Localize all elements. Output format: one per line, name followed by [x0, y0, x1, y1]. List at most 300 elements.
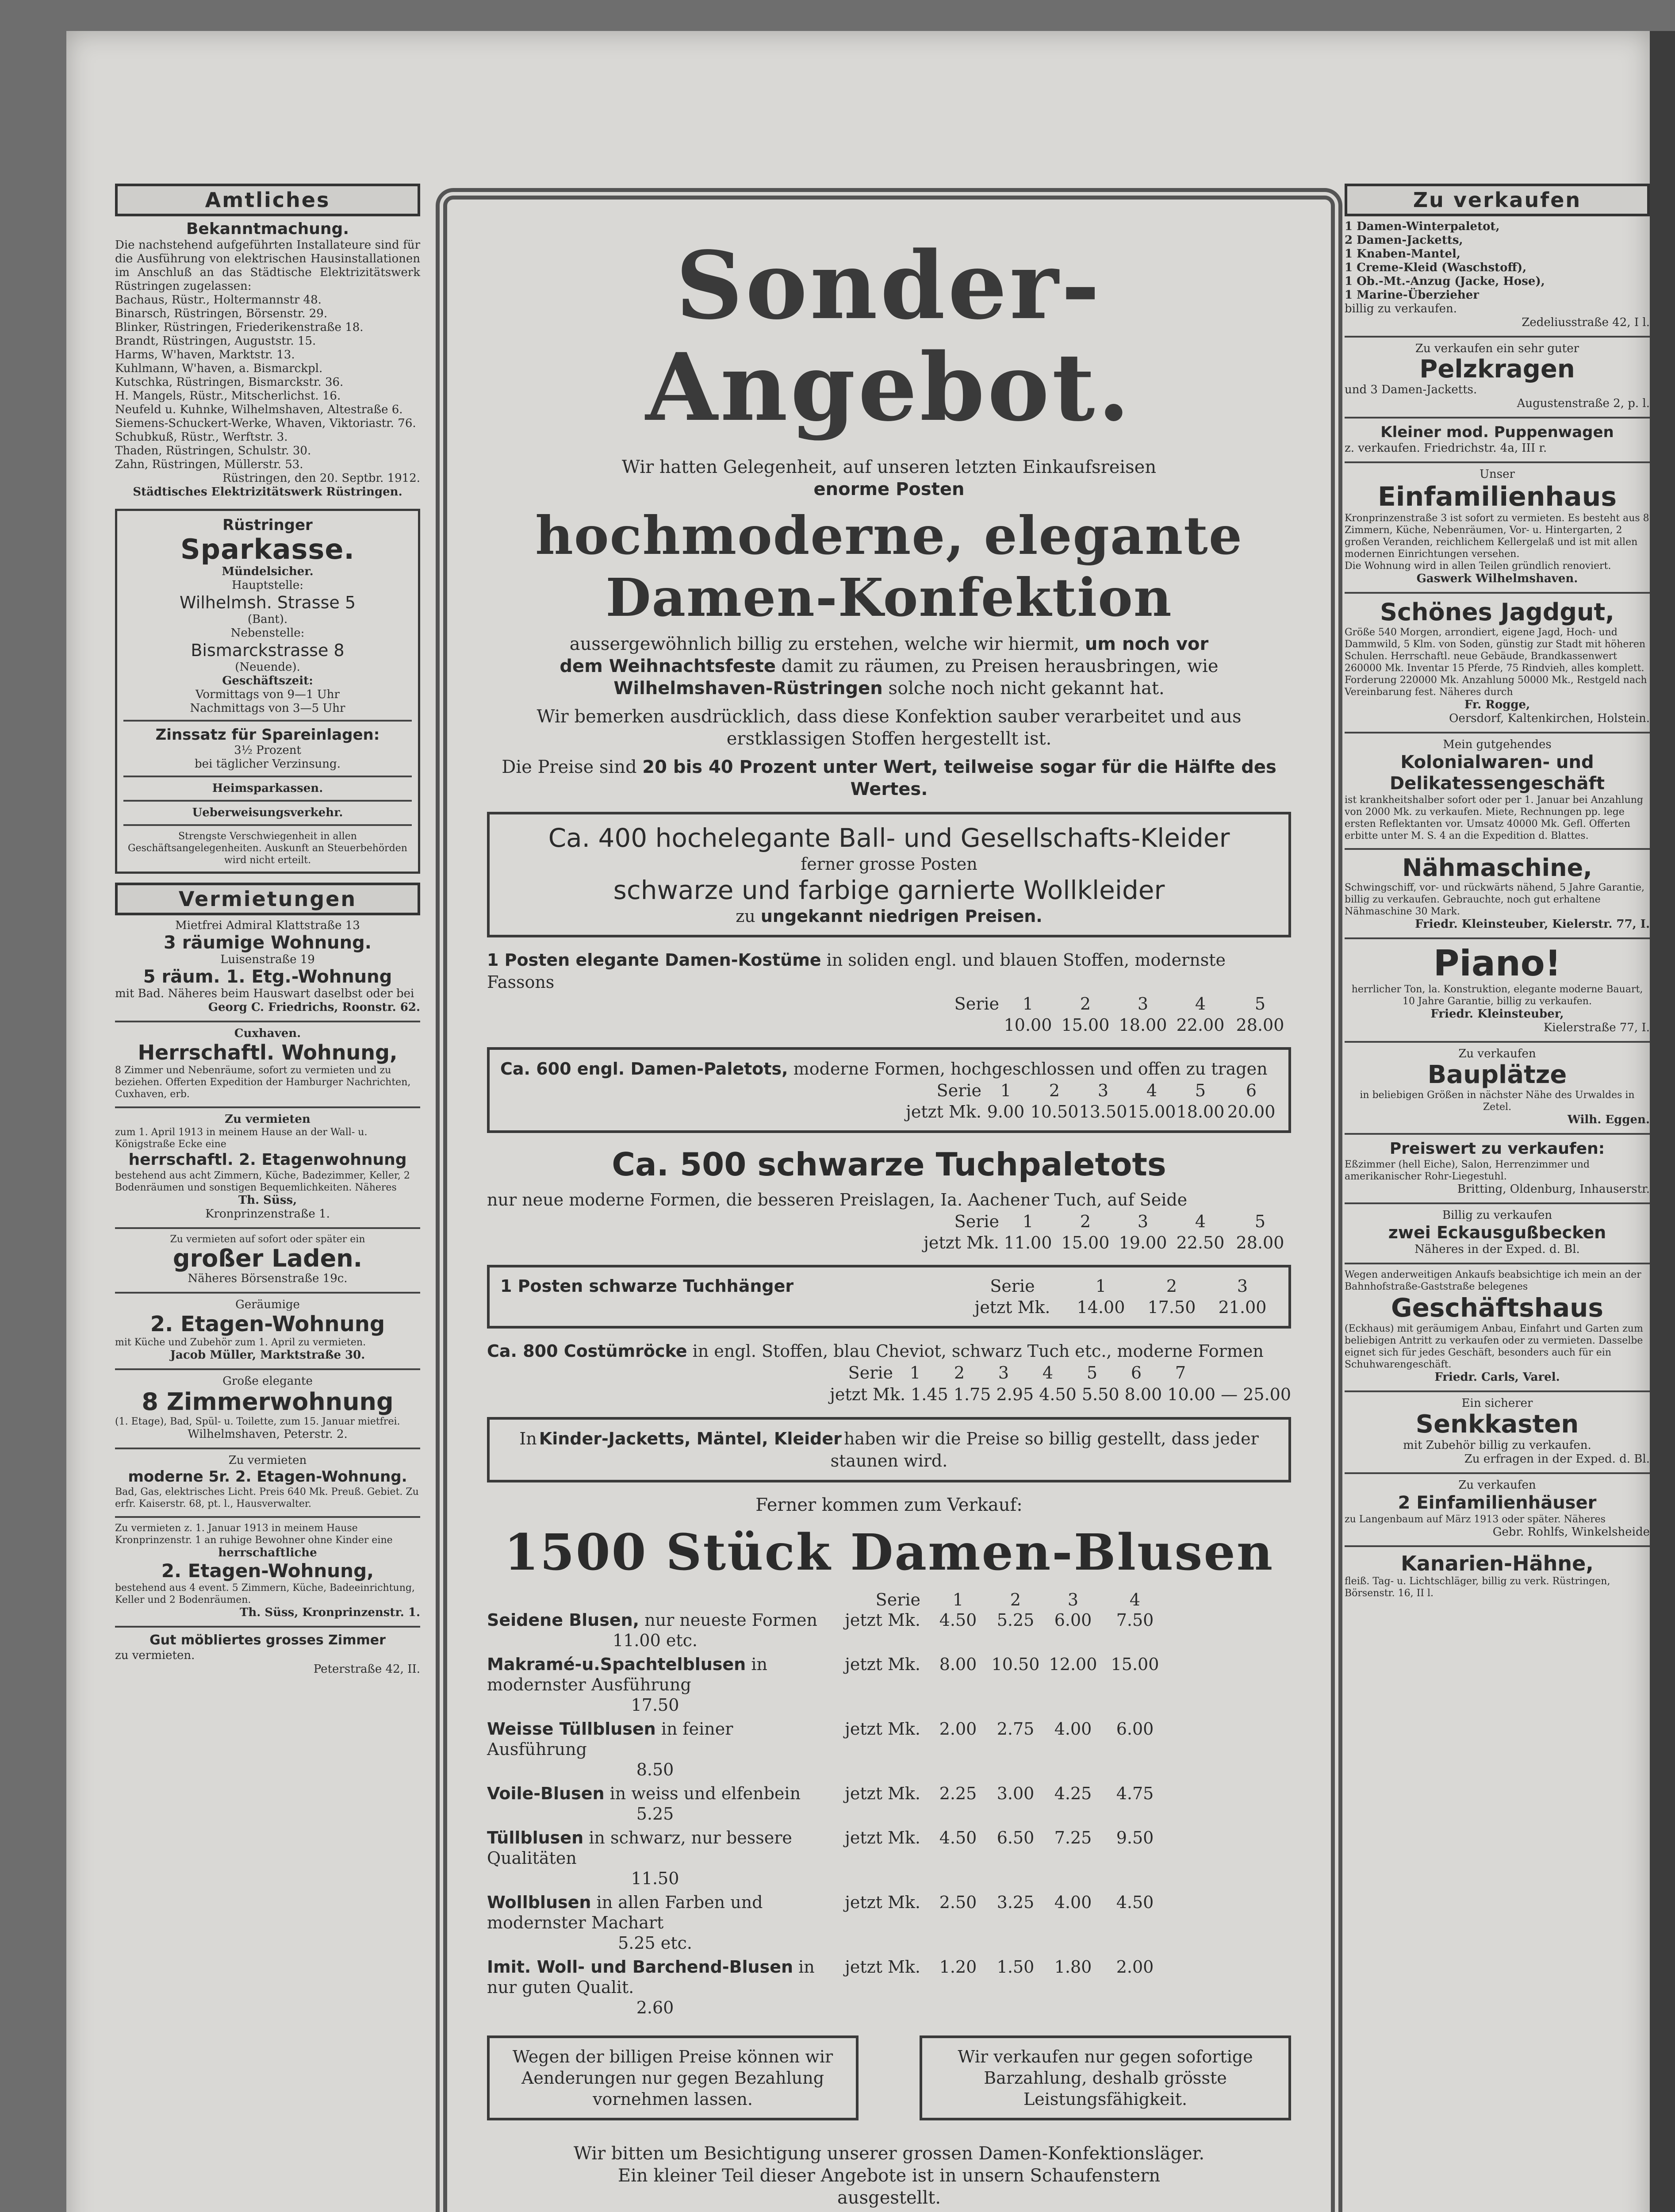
listing-line: bestehend aus acht Zimmern, Küche, Badezimmer, Keller, 2 Bodenräumen und sonstigen Bequemlichkeiten. Näheres	[115, 1170, 410, 1193]
listing-line: Jacob Müller, Marktstraße 30.	[170, 1348, 365, 1362]
blusen-name: Wollblusen	[487, 1893, 591, 1912]
listing-line: 1 Knaben-Mantel,	[1345, 247, 1460, 261]
blusen-price: 4.75	[1116, 1784, 1154, 1803]
blusen-price: 1.80	[1054, 1957, 1092, 1977]
cell: 10.50	[1030, 1102, 1079, 1121]
listing-line: und 3 Damen-Jacketts.	[1345, 383, 1477, 396]
cell: 13.50	[1079, 1102, 1127, 1121]
box-text: Kinder-Jacketts, Mäntel, Kleider	[539, 1429, 842, 1448]
listing	[1345, 598, 1650, 726]
listing-line: (1. Etage), Bad, Spül- u. Toilette, zum 15. Januar mietfrei.	[115, 1416, 400, 1427]
blusen-name: Voile-Blusen	[487, 1784, 605, 1803]
listing	[1345, 1551, 1650, 1599]
jetzt-label: jetzt Mk.	[845, 1610, 920, 1630]
cell: 1	[1022, 1212, 1034, 1231]
ad-text-4: Wir bemerken ausdrücklich, dass diese Konfektion sauber verarbeitet und aus erstklassigen Stoffen hergestellt ist.	[537, 707, 1242, 749]
listing-line: Zu vermieten auf sofort oder später ein	[170, 1234, 365, 1245]
blusen-price: 9.50	[1116, 1828, 1154, 1847]
cell: jetzt Mk.	[974, 1298, 1050, 1317]
listing	[115, 1454, 420, 1510]
cell: 4	[1042, 1363, 1054, 1382]
page-edge	[1650, 31, 1675, 2212]
listing-line: Friedr. Carls, Varel.	[1434, 1371, 1560, 1384]
listing	[1345, 1397, 1650, 1466]
cell: 11.00	[1004, 1233, 1052, 1252]
list-item: Bachaus, Rüstr., Holtermannstr 48.	[115, 293, 322, 307]
listing-title: großer Laden.	[172, 1244, 363, 1272]
listing-line: zu vermieten.	[115, 1649, 195, 1662]
cell: 15.00	[1061, 1015, 1110, 1035]
sparkasse-l10: Geschäftszeit:	[222, 674, 313, 687]
sparkasse-l12: Nachmittags von 3—5 Uhr	[190, 702, 345, 715]
listing-title: Herrschaftl. Wohnung,	[138, 1041, 398, 1064]
sparkasse-ad	[115, 509, 420, 874]
ad-text-part: damit zu räumen, zu Preisen herausbringen, wie	[781, 656, 1219, 676]
listing-line: Billig zu verkaufen	[1442, 1209, 1552, 1222]
blusen-row	[487, 1957, 1291, 2018]
cell: 21.00	[1218, 1298, 1267, 1317]
ball-kleider-box	[487, 812, 1291, 937]
listing-title: Einfamilienhaus	[1377, 481, 1617, 512]
listing-line: Cuxhaven.	[234, 1027, 301, 1040]
cell: 2	[1010, 1590, 1021, 1609]
offer-name: 1 Posten elegante Damen-Kostüme	[487, 950, 821, 970]
listing-title: Gut möbliertes grosses Zimmer	[149, 1632, 386, 1648]
blusen-price: 11.00 etc.	[613, 1631, 698, 1650]
blusen-price: 3.25	[997, 1893, 1035, 1912]
listing-line: fleiß. Tag- u. Lichtschläger, billig zu verk. Rüstringen, Börsenstr. 16, II l.	[1345, 1576, 1610, 1599]
listing	[115, 1375, 420, 1441]
sparkasse-l13: Zinssatz für Spareinlagen:	[155, 726, 380, 744]
ad-text-5	[487, 756, 1291, 800]
listing-line: Unser	[1480, 468, 1515, 481]
cell: 19.00	[1119, 1233, 1167, 1252]
listing-line: Große elegante	[222, 1375, 313, 1388]
kinder-box	[487, 1417, 1291, 1482]
cell: 22.00	[1176, 1015, 1225, 1035]
listing-title: 3 räumige Wohnung.	[164, 933, 372, 953]
listing-line: herrlicher Ton, la. Konstruktion, elegante moderne Bauart, 10 Jahre Garantie, billig zu verkaufen.	[1351, 984, 1643, 1007]
sparkasse-l3: Mündelsicher.	[222, 565, 314, 578]
listing-line: ist krankheitshalber sofort oder per 1. Januar bei Anzahlung von 2000 Mk. zu verkaufen. Miete, Rechnungen pp. lege ersten Reflektanten vor. Umsatz 40000 Mk. Gefl. Offerten erbitte unter M. S. 4 an die Expedition d. Blattes.	[1345, 795, 1644, 841]
box-line: Ca. 400 hochelegante Ball- und Gesellschafts-Kleider	[548, 823, 1230, 853]
ad-text-part: um noch vor	[1085, 634, 1209, 654]
blusen-desc: in modernster Ausführung	[487, 1655, 767, 1694]
sparkasse-l15: bei täglicher Verzinsung.	[195, 757, 341, 771]
jetzt-label: jetzt Mk.	[845, 1957, 920, 1977]
cell: 18.00	[1119, 1015, 1167, 1035]
cell: 7	[1175, 1363, 1186, 1382]
blusen-row	[487, 1654, 1291, 1715]
blusen-price: 2.00	[939, 1719, 977, 1739]
kostueme-serie-row	[487, 993, 1291, 1014]
listing-line: 2 Damen-Jacketts,	[1345, 234, 1463, 247]
sparkasse-title: Sparkasse.	[180, 533, 355, 565]
roecke-serie-row	[487, 1362, 1291, 1383]
listing-line: Zu verkaufen	[1458, 1047, 1536, 1060]
blusen-name: Tüllblusen	[487, 1828, 584, 1847]
listing	[1345, 342, 1650, 411]
cell: 5	[1086, 1363, 1098, 1382]
list-item: Siemens-Schuckert-Werke, Whaven, Viktoriastr. 76.	[115, 417, 416, 430]
listing-line: Zu vermieten	[228, 1454, 307, 1467]
sparkasse-l4: Hauptstelle:	[232, 579, 303, 592]
cell: Serie	[936, 1081, 981, 1100]
listing-line: Gebr. Rohlfs, Winkelsheide	[1492, 1525, 1650, 1539]
cell: 17.50	[1147, 1298, 1196, 1317]
leffers-advertisement	[436, 188, 1342, 2212]
offer-name: 1 Posten schwarze Tuchhänger	[500, 1276, 794, 1296]
listing-line: 1 Damen-Winterpaletot,	[1345, 220, 1500, 233]
cell: 22.50	[1176, 1233, 1225, 1252]
blusen-price: 12.00	[1049, 1655, 1097, 1674]
cell: 5	[1254, 1212, 1266, 1231]
list-item: Schubkuß, Rüstr., Werftstr. 3.	[115, 430, 288, 444]
offer-desc: moderne Formen, hochgeschlossen und offen zu tragen	[793, 1059, 1268, 1079]
cell: 10.00	[1004, 1015, 1052, 1035]
listing-line: Mein gutgehendes	[1443, 738, 1552, 751]
sparkasse-l9: (Neuende).	[235, 661, 300, 674]
box-line: ferner grosse Posten	[801, 854, 977, 874]
blusen-name-cell	[487, 1828, 823, 1868]
ferner-line: Ferner kommen zum Verkauf:	[755, 1495, 1023, 1515]
ad-headline: hochmoderne, elegante Damen-Konfektion	[535, 505, 1243, 628]
blusen-desc: in schwarz, nur bessere Qualitäten	[487, 1828, 792, 1868]
cell: 2	[954, 1363, 965, 1382]
blusen-price: 6.00	[1054, 1610, 1092, 1630]
listing	[1345, 1269, 1650, 1384]
blusen-headline: 1500 Stück Damen-Blusen	[504, 1524, 1274, 1582]
listing-line: mit Küche und Zubehör zum 1. April zu vermieten.	[115, 1337, 366, 1348]
listing-title: 2. Etagen-Wohnung	[150, 1312, 385, 1336]
listing-line: Luisenstraße 19	[220, 953, 315, 966]
blusen-name: Seidene Blusen,	[487, 1610, 640, 1630]
listing-line: Friedr. Kleinsteuber,	[1430, 1007, 1564, 1021]
blusen-row	[487, 1828, 1291, 1889]
listing-line: Th. Süss, Kronprinzenstr. 1.	[239, 1606, 420, 1619]
listing-line: Zu vermieten	[225, 1113, 310, 1126]
jetzt-label: jetzt Mk.	[845, 1828, 920, 1847]
closing-text: Wir bitten um Besichtigung unserer grossen Damen-Konfektionsläger. Ein kleiner Teil dieser Angebote ist in unsern Schaufenstern ausgestellt.	[573, 2143, 1205, 2208]
listing-line: Fr. Rogge,	[1464, 698, 1530, 711]
listing-line: Britting, Oldenburg, Inhauserstr.	[1457, 1183, 1650, 1196]
blusen-price: 4.00	[1054, 1719, 1092, 1739]
ad-title: Sonder-Angebot.	[645, 231, 1133, 442]
listing-title: Piano!	[1433, 943, 1561, 984]
list-item: Neufeld u. Kuhnke, Wilhelmshaven, Altestraße 6.	[115, 403, 403, 416]
listing-title: 8 Zimmerwohnung	[142, 1388, 394, 1416]
list-item: H. Mangels, Rüstr., Mitscherlichst. 16.	[115, 389, 341, 403]
blusen-price: 3.00	[997, 1784, 1035, 1803]
cell: 1	[1022, 994, 1034, 1014]
blusen-name-cell	[487, 1783, 823, 1804]
cell: Serie	[954, 994, 999, 1014]
listing-title: herrschaftl. 2. Etagenwohnung	[128, 1151, 407, 1169]
listing	[1345, 738, 1650, 842]
ad-text-part: Wilhelmshaven-Rüstringen	[613, 678, 883, 699]
sparkasse-l6: (Bant).	[247, 613, 288, 626]
listing-title: 2. Etagen-Wohnung,	[161, 1560, 374, 1582]
list-item: Binarsch, Rüstringen, Börsenstr. 29.	[115, 307, 328, 320]
cell: 3	[1067, 1590, 1079, 1609]
list-item: Blinker, Rüstringen, Friederikenstraße 18.	[115, 321, 364, 334]
listing-title: Kanarien-Hähne,	[1401, 1551, 1594, 1575]
haenger-price-row	[500, 1297, 1278, 1318]
offer-desc: in engl. Stoffen, blau Cheviot, schwarz Tuch etc., moderne Formen	[692, 1341, 1264, 1361]
blusen-price: 15.00	[1111, 1655, 1159, 1674]
blusen-price: 2.00	[1116, 1957, 1154, 1977]
box-text: ungekannt niedrigen Preisen.	[760, 906, 1043, 926]
blusen-name: Imit. Woll- und Barchend-Blusen	[487, 1957, 793, 1977]
sparkasse-l16: Heimsparkassen.	[212, 782, 323, 795]
cell: 4	[1129, 1590, 1141, 1609]
blusen-serie-row	[487, 1590, 1291, 1610]
cell: 2	[1080, 994, 1091, 1014]
listing-line: (Eckhaus) mit geräumigem Anbau, Einfahrt und Garten zum beliebigen Antritt zu verkaufen oder zu vermieten. Dasselbe eignet sich für jedes Geschäft, besonders auch für ein Schuhwarengeschäft.	[1345, 1323, 1643, 1370]
blusen-price: 6.50	[997, 1828, 1035, 1847]
listing-line: Peterstraße 42, II.	[313, 1663, 420, 1676]
tuchpaletots-offer	[487, 1144, 1291, 1253]
listing	[1345, 1047, 1650, 1127]
cell: 6	[1246, 1081, 1257, 1100]
cell: 1	[1000, 1081, 1012, 1100]
listing	[115, 1632, 420, 1676]
haenger-serie-row	[500, 1275, 1278, 1297]
cell: 14.00	[1077, 1298, 1125, 1317]
blusen-name: Makramé-u.Spachtelblusen	[487, 1655, 746, 1674]
blusen-price: 2.50	[939, 1893, 977, 1912]
blusen-price: 4.50	[1116, 1893, 1154, 1912]
blusen-price: 4.50	[939, 1610, 977, 1630]
listing	[1345, 854, 1650, 931]
listing-title: 2 Einfamilienhäuser	[1398, 1493, 1597, 1513]
offer-desc: in soliden engl. und blauen Stoffen, modernste Fassons	[487, 950, 1226, 992]
box-text: zu	[736, 906, 755, 926]
listing-title: Preiswert zu verkaufen:	[1389, 1140, 1605, 1158]
vermietungen-header: Vermietungen	[115, 883, 420, 915]
tuch-head: Ca. 500 schwarze Tuchpaletots	[612, 1146, 1166, 1183]
listing-line: 1 Marine-Überzieher	[1345, 288, 1480, 302]
blusen-row	[487, 1892, 1291, 1953]
cell: Serie	[990, 1276, 1035, 1296]
list-item: Harms, W'haven, Marktstr. 13.	[115, 348, 295, 361]
ad-intro: Wir hatten Gelegenheit, auf unseren letzten Einkaufsreisen	[621, 457, 1157, 477]
listing-line: Wilh. Eggen.	[1567, 1113, 1650, 1126]
cell: Serie	[875, 1590, 920, 1609]
tuchhaenger-box	[487, 1265, 1291, 1329]
cell: 2	[1080, 1212, 1091, 1231]
listing-line: Friedr. Kleinsteuber, Kielerstr. 77, I.	[1415, 918, 1650, 931]
listing-line: Bad, Gas, elektrisches Licht. Preis 640 Mk. Preuß. Gebiet. Zu erfr. Kaiserstr. 68, pt. l., Hausverwalter.	[115, 1486, 419, 1509]
cell: 5	[1254, 994, 1266, 1014]
listing	[1345, 468, 1650, 586]
offer-name: Ca. 800 Costümröcke	[487, 1341, 687, 1361]
listing-line: Kronprinzenstraße 1.	[205, 1207, 330, 1221]
ad-text-3	[487, 677, 1291, 699]
blusen-row	[487, 1719, 1291, 1780]
listing-line: Georg C. Friedrichs, Roonstr. 62.	[208, 1001, 420, 1014]
cell: 1	[952, 1590, 964, 1609]
cell: 20.00	[1227, 1102, 1276, 1121]
bekanntmachung-title: Bekanntmachung.	[186, 220, 349, 238]
listing-line: Näheres Börsenstraße 19c.	[188, 1272, 348, 1285]
blusen-desc: in feiner Ausführung	[487, 1719, 733, 1759]
ad-text-2	[487, 655, 1291, 677]
bekanntmachung-sign: Städtisches Elektrizitätswerk Rüstringen.	[133, 485, 402, 499]
listing-title: 5 räum. 1. Etg.-Wohnung	[143, 967, 392, 987]
listing	[115, 919, 420, 1014]
listing-line: 8 Zimmer und Nebenräume, sofort zu vermieten und zu beziehen. Offerten Expedition der Hamburger Nachrichten, Cuxhaven, erb.	[115, 1065, 411, 1100]
ad-text-1	[487, 633, 1291, 655]
ad-text-part: aussergewöhnlich billig zu erstehen, welche wir hiermit,	[569, 634, 1080, 654]
cell: 5	[1195, 1081, 1206, 1100]
tuch-desc: nur neue moderne Formen, die besseren Preislagen, Ia. Aachener Tuch, auf Seide	[487, 1190, 1188, 1210]
ad-text-part: solche noch nicht gekannt hat.	[888, 678, 1165, 699]
cell: Serie	[954, 1212, 999, 1231]
cell: 3	[1137, 994, 1149, 1014]
listing-line: Zu verkaufen ein sehr guter	[1415, 342, 1579, 355]
listing-line: Kronprinzenstraße 3 ist sofort zu vermieten. Es besteht aus 8 Zimmern, Küche, Nebenräumen, Vor- u. Hintergarten, 2 großen Veranden, reichlichem Kellergelaß und ist mit allen modernen Einrichtungen versehen.	[1345, 513, 1649, 560]
listing-line: mit Bad. Näheres beim Hauswart daselbst oder bei	[115, 987, 414, 1000]
sparkasse-l11: Vormittags von 9—1 Uhr	[195, 688, 340, 701]
blusen-price: 5.25	[636, 1804, 674, 1824]
zu-verkaufen-header: Zu verkaufen	[1345, 184, 1650, 216]
listing	[1345, 944, 1650, 1035]
listing-line: Augustenstraße 2, p. l.	[1517, 397, 1650, 410]
blusen-desc: in nur guten Qualit.	[487, 1957, 815, 1997]
bekanntmachung-body: Die nachstehend aufgeführten Installateure sind für die Ausführung von elektrischen Hausinstallationen im Anschluß an das Städtische Elektrizitätswerk Rüstringen zugelassen:	[115, 238, 420, 293]
cell: 4	[1146, 1081, 1158, 1100]
listing-line: z. verkaufen. Friedrichstr. 4a, III r.	[1345, 442, 1547, 455]
ad-text-part: Die Preise sind	[502, 757, 637, 777]
listing-line: Gaswerk Wilhelmshaven.	[1416, 572, 1578, 585]
cell: 4	[1195, 994, 1206, 1014]
blusen-price: 10.50	[991, 1655, 1040, 1674]
tuch-serie-row	[487, 1211, 1291, 1232]
paletots-box	[487, 1047, 1291, 1133]
listing	[115, 1298, 420, 1362]
sparkasse-l1: Rüstringer	[222, 516, 313, 534]
cell: jetzt Mk.	[906, 1102, 981, 1121]
jetzt-label: jetzt Mk.	[845, 1893, 920, 1912]
listing-line: bestehend aus 4 event. 5 Zimmern, Küche, Badeeinrichtung, Keller und 2 Bodenräumen.	[115, 1582, 415, 1605]
blusen-price: 1.20	[939, 1957, 977, 1977]
costuemroecke-offer	[487, 1340, 1291, 1406]
listing-line: Zedeliusstraße 42, I l.	[1522, 316, 1650, 329]
cell: 3	[1097, 1081, 1109, 1100]
listing	[115, 1113, 420, 1221]
listing	[1345, 1209, 1650, 1256]
blusen-price: 4.50	[939, 1828, 977, 1847]
listing-line: zu Langenbaum auf März 1913 oder später. Näheres	[1345, 1514, 1606, 1525]
blusen-desc: in allen Farben und modernster Machart	[487, 1893, 763, 1932]
blusen-price: 6.00	[1116, 1719, 1154, 1739]
blusen-price: 8.00	[939, 1655, 977, 1674]
sparkasse-l5: Wilhelmsh. Strasse 5	[179, 593, 356, 612]
listing	[1345, 423, 1650, 455]
sparkasse-l18: Strengste Verschwiegenheit in allen Geschäftsangelegenheiten. Auskunft an Steuerbehörden wird nicht erteilt.	[128, 831, 407, 866]
amtliches-header: Amtliches	[115, 184, 420, 216]
cell: 28.00	[1236, 1015, 1284, 1035]
listing	[115, 1027, 420, 1100]
cell: 28.00	[1236, 1233, 1284, 1252]
blusen-row	[487, 1783, 1291, 1824]
listing-title: zwei Eckausgußbecken	[1388, 1223, 1606, 1242]
blusen-price: 8.50	[636, 1760, 674, 1779]
listing-line: 1 Creme-Kleid (Waschstoff),	[1345, 261, 1527, 274]
listing-line: Zu erfragen in der Exped. d. Bl.	[1464, 1452, 1650, 1466]
listing-title: Geschäftshaus	[1391, 1293, 1603, 1323]
listing-line: Größe 540 Morgen, arrondiert, eigene Jagd, Hoch- und Dammwild, 5 Klm. von Soden, günstig zur Stadt mit höheren Schulen. Herrschaftl. neue Gebäude, Brandkassenwert 260000 Mk. Inventar 15 Pferde, 75 Rindvieh, alles komplett. Forderung 220000 Mk. Anzahlung 50000 Mk., Restgeld nach Vereinbarung fest. Näheres durch	[1345, 627, 1647, 698]
listing	[1345, 1139, 1650, 1196]
listing-title: Senkkasten	[1415, 1410, 1579, 1439]
listing-line: herrschaftliche	[218, 1546, 317, 1559]
cell: 2	[1166, 1276, 1177, 1296]
kostueme-offer	[487, 949, 1291, 1036]
listing-line: Zu verkaufen	[1458, 1479, 1536, 1492]
blusen-price: 7.25	[1054, 1828, 1092, 1847]
sparkasse-l14: 3½ Prozent	[234, 744, 301, 757]
listing	[1345, 220, 1650, 330]
listing-line: Geräumige	[235, 1298, 300, 1311]
blusen-price: 17.50	[631, 1695, 679, 1715]
sparkasse-l8: Bismarckstrasse 8	[191, 641, 345, 660]
box-text: In	[519, 1429, 537, 1448]
bekanntmachung-date: Rüstringen, den 20. Septbr. 1912.	[222, 472, 420, 485]
cell: 15.00	[1127, 1102, 1176, 1121]
list-item: Kutschka, Rüstringen, Bismarckstr. 36.	[115, 376, 344, 389]
right-column	[1345, 184, 1650, 2212]
cell: Serie	[848, 1363, 893, 1382]
cell: 3	[1237, 1276, 1248, 1296]
blusen-price: 4.00	[1054, 1893, 1092, 1912]
listing-line: Wegen anderweitigen Ankaufs beabsichtige ich mein an der Bahnhofstraße-Gaststraße belegenes	[1345, 1269, 1641, 1292]
box-line	[500, 906, 1278, 927]
listing-line: Zu vermieten z. 1. Januar 1913 in meinem Hause Kronprinzenstr. 1 an ruhige Bewohner ohne Kinder eine	[115, 1523, 393, 1546]
ad-enorme: enorme Posten	[813, 479, 965, 499]
sparkasse-l17: Ueberweisungsverkehr.	[192, 806, 343, 819]
paletots-serie-row	[500, 1080, 1278, 1101]
listing-title: moderne 5r. 2. Etagen-Wohnung.	[128, 1468, 407, 1486]
sparkasse-l7: Nebenstelle:	[230, 626, 305, 640]
cell	[487, 1014, 999, 1036]
list-item: Thaden, Rüstringen, Schulstr. 30.	[115, 444, 311, 457]
listing-line: billig zu verkaufen.	[1345, 302, 1457, 315]
list-item: Brandt, Rüstringen, Auguststr. 15.	[115, 334, 316, 348]
terms-left: Wegen der billigen Preise können wir Aenderungen nur gegen Bezahlung vornehmen lassen.	[487, 2035, 859, 2120]
offer-name: Ca. 600 engl. Damen-Paletots,	[500, 1059, 788, 1079]
blusen-price: 2.75	[997, 1719, 1035, 1739]
blusen-table	[487, 1590, 1291, 2018]
cell: 1	[909, 1363, 921, 1382]
cell: 1	[1095, 1276, 1107, 1296]
cell: 4	[1195, 1212, 1206, 1231]
cell: 18.00	[1176, 1102, 1225, 1121]
cell: 9.00	[987, 1102, 1025, 1121]
listing-line: Oersdorf, Kaltenkirchen, Holstein.	[1449, 712, 1650, 725]
blusen-name-cell	[487, 1892, 823, 1933]
listing-line: zum 1. April 1913 in meinem Hause an der Wall- u. Königstraße Ecke eine	[115, 1127, 368, 1150]
cell: jetzt Mk.	[924, 1233, 999, 1252]
list-item: Kuhlmann, W'haven, a. Bismarckpl.	[115, 362, 323, 375]
terms-boxes	[487, 2035, 1291, 2120]
blusen-price: 2.60	[636, 1998, 674, 2017]
listing-title: Bauplätze	[1427, 1060, 1567, 1089]
roecke-price-row: jetzt Mk. 1.45 1.75 2.95 4.50 5.50 8.00 10.00 — 25.00	[830, 1385, 1291, 1404]
blusen-name-cell	[487, 1654, 823, 1695]
listing-line: in beliebigen Größen in nächster Nähe des Urwaldes in Zetel.	[1360, 1090, 1635, 1113]
blusen-price: 4.25	[1054, 1784, 1092, 1803]
